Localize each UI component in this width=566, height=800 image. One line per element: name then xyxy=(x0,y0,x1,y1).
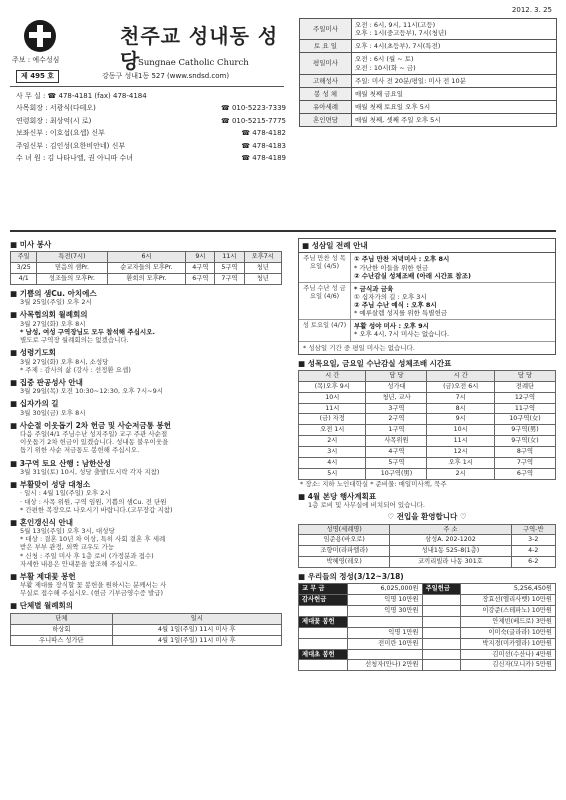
table-cell: 2시 xyxy=(299,436,366,447)
section-line: 돕기 위한 사순 저금통도 봉헌해 주십시오. xyxy=(20,446,140,455)
staff-phone: ☎ 010-5215-7775 xyxy=(221,116,286,125)
table-cell: 제대꽃 봉헌 xyxy=(299,616,348,627)
staff-name: 수 녀 원 : 김 나타나엘, 권 아니따 수녀 xyxy=(16,153,134,162)
section-line: * 남성, 여성 구역장님도 모두 참석해 주십시오. xyxy=(20,327,155,336)
section-line: 자세한 내용은 안내문을 참조해 주십시오. xyxy=(20,559,138,568)
table-cell: 청년, 교사 xyxy=(366,392,427,403)
staff-phone: ☎ 010-5223-7339 xyxy=(221,104,286,113)
staff-phone: ☎ 478-4189 xyxy=(241,153,286,162)
mass-service-table xyxy=(10,251,282,285)
table-cell xyxy=(347,616,422,627)
section-line: * 신청 : 주일 미사 후 1층 로비 (가정분과 접수) xyxy=(20,551,154,560)
table-cell: 10구역(女) xyxy=(494,414,555,425)
table-cell: 감사헌금 xyxy=(299,595,348,606)
triduum-line: * 예루살렘 성지를 위한 특별헌금 xyxy=(354,309,448,318)
table-cell: 박혜영(레오) xyxy=(299,557,390,568)
table-cell: 전미란 10만원 xyxy=(347,638,422,649)
left-column xyxy=(10,236,282,646)
column-header: 시 간 xyxy=(427,371,494,382)
schedule-row xyxy=(300,74,557,87)
table-cell: 우니따스 성가단 xyxy=(11,635,113,646)
table-cell: 5시 xyxy=(299,468,366,479)
column-header: 11시 xyxy=(215,252,244,263)
triduum-detail xyxy=(351,253,555,281)
section-line: 무실로 접수해 주십시오. (현금 기부금영수증 발급) xyxy=(20,589,164,598)
staff-row xyxy=(16,92,286,104)
staff-name: 사목회장 : 서광식(다테오) xyxy=(16,104,96,113)
table-row xyxy=(299,649,556,660)
table-cell: 5,256,450원 xyxy=(461,584,556,595)
schedule-key: 유아세례 xyxy=(300,100,352,113)
church-header xyxy=(10,18,284,226)
section-line: · 일시 : 4월 1일(주일) 오후 2시 xyxy=(20,489,111,498)
table-cell: 11시 xyxy=(427,436,494,447)
table-row xyxy=(299,392,556,403)
table-cell: 4월 1일(주일) 11시 미사 후 xyxy=(112,624,281,635)
section-title: ■ 우리들의 정성(3/12~3/18) xyxy=(298,572,556,581)
schedule-value: 매월 첫째 토요일 오후 5시 xyxy=(352,100,557,113)
staff-row xyxy=(16,129,286,141)
table-row xyxy=(11,263,282,274)
section-title: ■ 4월 본당 행사계획표 xyxy=(298,492,556,501)
column-header: 성명(세례명) xyxy=(299,524,390,535)
table-cell: 4-2 xyxy=(511,546,555,557)
table-cell: 4구역 xyxy=(186,263,215,274)
staff-name: 연령회장 : 최상억(시 로) xyxy=(16,116,92,125)
table-cell: 4구역 xyxy=(366,447,427,458)
table-cell: 이미숙(글라라) 10만원 xyxy=(461,627,556,638)
header-row xyxy=(11,252,282,263)
table-cell: 오후 1시 xyxy=(427,457,494,468)
triduum-line: 부활 성야 미사 : 오후 9시 xyxy=(354,322,429,331)
table-cell xyxy=(347,649,422,660)
section-line: 3월 31일(토) 10시, 성당 출발(도시락 각자 지참) xyxy=(20,467,160,476)
table-cell: 5구역 xyxy=(366,457,427,468)
schedule-row xyxy=(300,19,557,40)
meeting-line: 1층 로비 및 사무실에 비치되어 있습니다. xyxy=(308,501,425,510)
staff-row xyxy=(16,104,286,116)
table-cell: (목)오후 9시 xyxy=(299,381,366,392)
triduum-line: ② 수난감실 성체조배 (아래 시간표 참조) xyxy=(354,271,471,280)
table-cell: 박지경(미카엘라) 10만원 xyxy=(461,638,556,649)
table-row xyxy=(299,660,556,671)
column-header: 주 소 xyxy=(390,524,511,535)
newcomer-table xyxy=(298,524,556,568)
table-cell: 9구역(女) xyxy=(494,436,555,447)
schedule-row xyxy=(300,40,557,53)
table-cell: 코끼리빌라 나동 301호 xyxy=(390,557,511,568)
table-row xyxy=(11,274,282,285)
section-line: 다음 주일(4/1 주님수난 성지주일) 교구 주관 사순절 xyxy=(20,430,168,439)
table-cell xyxy=(422,595,461,606)
table-cell: 성조들의 모후Pr. xyxy=(37,274,107,285)
table-cell: 김신자(모니카) 5만원 xyxy=(461,660,556,671)
triduum-line: * 금식과 금육 xyxy=(354,284,394,293)
schedule-key: 봉 성 체 xyxy=(300,87,352,100)
column-header: 담 당 xyxy=(494,371,555,382)
column-header: 단체 xyxy=(11,613,113,624)
staff-list xyxy=(16,92,286,166)
table-cell: 순교자들의 모후Pr. xyxy=(107,263,186,274)
announcements xyxy=(10,289,282,598)
table-cell: 9시 xyxy=(427,414,494,425)
section-line: 3월 27일(화) 오후 8시, 소성당 xyxy=(20,357,109,366)
table-cell: 1구역 xyxy=(366,425,427,436)
table-cell: 안제빈(베드로) 3만원 xyxy=(461,616,556,627)
table-cell: 6구역 xyxy=(186,274,215,285)
triduum-detail xyxy=(351,320,555,340)
table-cell: 10시 xyxy=(427,425,494,436)
table-row xyxy=(299,414,556,425)
section-title: ■ 부활맞이 성당 대청소 xyxy=(10,480,282,489)
table-cell: 전례단 xyxy=(494,381,555,392)
table-cell: 청년 xyxy=(244,274,282,285)
schedule-value: 오전 : 6시 (월 ~ 토) 오전 : 10시(화 ~ 금) xyxy=(352,53,557,74)
schedule-key: 주일미사 xyxy=(300,19,352,40)
group-meeting-table xyxy=(10,613,282,647)
triduum-line: ① 주님 만찬 저녁미사 : 오후 8시 xyxy=(354,255,450,264)
table-cell: (금) 자정 xyxy=(299,414,366,425)
adoration-table xyxy=(298,370,556,480)
table-cell xyxy=(422,627,461,638)
table-cell: 10시 xyxy=(299,392,366,403)
schedule-key: 평일미사 xyxy=(300,53,352,74)
church-title: 천주교 성내동 성당 xyxy=(120,24,279,73)
column-header: 6시 xyxy=(107,252,186,263)
table-cell: 조향미(라파엘라) xyxy=(299,546,390,557)
staff-name: 보좌신부 : 이호섭(요셉) 신부 xyxy=(16,129,105,138)
column-header: 시 간 xyxy=(299,371,366,382)
table-cell: 믿음의 샘Pr. xyxy=(37,263,107,274)
schedule-value: 오전 : 6시, 9시, 11시(고등) 오후 : 1시(중고등부), 7시(청년) xyxy=(352,19,557,40)
table-cell: 선청자(안나) 2만원 xyxy=(347,660,422,671)
table-row xyxy=(299,436,556,447)
table-cell: 교 무 금 xyxy=(299,584,348,595)
table-cell: 7구역 xyxy=(215,274,244,285)
section-title: ■ 단체별 월례회의 xyxy=(10,601,282,610)
table-row xyxy=(299,616,556,627)
right-column xyxy=(298,236,556,671)
table-row xyxy=(299,403,556,414)
table-cell: 김미선(수산나) 4만원 xyxy=(461,649,556,660)
table-cell: 삼성A. 202-1202 xyxy=(390,535,511,546)
table-cell: 6구역 xyxy=(494,468,555,479)
table-cell: 3-2 xyxy=(511,535,555,546)
table-cell: 익명 1만원 xyxy=(347,627,422,638)
schedule-key: 토 요 일 xyxy=(300,40,352,53)
staff-phone: ☎ 478-4183 xyxy=(241,141,286,150)
section-line: 별도로 구역장 월례회의는 없겠습니다. xyxy=(20,336,129,345)
schedule-key: 고해성사 xyxy=(300,74,352,87)
section-line: * 주제 : 감사의 삶 (강사 : 선정환 요셉) xyxy=(20,365,131,374)
offering-table xyxy=(298,583,556,671)
table-cell: 7구역 xyxy=(494,457,555,468)
table-cell xyxy=(299,638,348,649)
table-cell: 청년 xyxy=(244,263,282,274)
section-title: ■ 성목요일, 금요일 수난감실 성체조배 시간표 xyxy=(298,359,556,368)
table-row xyxy=(299,447,556,458)
table-cell: 2구역 xyxy=(366,414,427,425)
table-cell: 6-2 xyxy=(511,557,555,568)
table-cell: 오전 1시 xyxy=(299,425,366,436)
column-header: 9시 xyxy=(186,252,215,263)
table-cell: 익명 30만원 xyxy=(347,606,422,617)
table-cell: 장효선(엘리사벳) 10만원 xyxy=(461,595,556,606)
section-title: ■ 사순절 이웃돕기 2차 헌금 및 사순저금통 봉헌 xyxy=(10,421,282,430)
section-title: ■ 기쁨의 샘Cu. 아치에스 xyxy=(10,289,282,298)
table-row xyxy=(299,557,556,568)
table-cell: 익명 10만원 xyxy=(347,595,422,606)
table-cell: 4시 xyxy=(299,457,366,468)
section-line: 3월 30일(금) 오후 8시 xyxy=(20,408,86,417)
table-cell: 8시 xyxy=(427,403,494,414)
divider xyxy=(10,86,284,87)
table-cell xyxy=(299,606,348,617)
table-row xyxy=(299,638,556,649)
triduum-day: 주님 수난 성 금요일 (4/6) xyxy=(299,283,351,320)
table-cell: 성내1동 525-8(1층) xyxy=(390,546,511,557)
staff-row xyxy=(16,117,286,129)
table-row xyxy=(299,457,556,468)
table-cell: 12구역 xyxy=(494,392,555,403)
table-cell: 7시 xyxy=(427,392,494,403)
table-cell xyxy=(422,616,461,627)
section-title: ■ 사목협의회 월례회의 xyxy=(10,310,282,319)
triduum-row xyxy=(299,283,555,321)
section-title: ■ 집중 판공성사 안내 xyxy=(10,378,282,387)
table-row xyxy=(299,606,556,617)
schedule-value: 주일: 미사 전 20분/평일: 미사 전 10분 xyxy=(352,74,557,87)
table-cell: 11구역 xyxy=(494,403,555,414)
table-row xyxy=(11,635,282,646)
section-title: ■ 혼인갱신식 안내 xyxy=(10,518,282,527)
table-row xyxy=(299,595,556,606)
triduum-day: 주님 만찬 성 목요일 (4/5) xyxy=(299,253,351,281)
table-row xyxy=(299,546,556,557)
table-cell: (금)오전 6시 xyxy=(427,381,494,392)
header-row xyxy=(299,371,556,382)
triduum-row xyxy=(299,320,555,340)
column-header: 일시 xyxy=(112,613,281,624)
table-cell: 하상회 xyxy=(11,624,113,635)
section-line: 3월 25일(주일) 오후 2시 xyxy=(20,298,92,307)
triduum-line: ② 주님 수난 예식 : 오후 8시 xyxy=(354,301,437,309)
schedule-row xyxy=(300,114,557,127)
table-cell xyxy=(422,638,461,649)
section-title: ■ 부활 제대꽃 봉헌 xyxy=(10,572,282,581)
table-cell: 6,025,000원 xyxy=(347,584,422,595)
table-cell: 3구역 xyxy=(366,403,427,414)
schedule-key: 혼인면담 xyxy=(300,114,352,127)
section-line: 받은 부부 관정, 외짝 교우도 가능 xyxy=(20,543,115,552)
table-cell: 성가대 xyxy=(366,381,427,392)
triduum-line: * 가난한 이들을 위한 헌금 xyxy=(354,263,429,272)
section-line: * 간편한 복장으로 나오시기 바랍니다.(고무장갑 지참) xyxy=(20,505,173,514)
column-header: 주일 xyxy=(11,252,37,263)
staff-name: 사 무 실 : ☎ 478-4181 (fax) 478-4184 xyxy=(16,92,147,100)
table-row xyxy=(299,468,556,479)
table-cell: 5구역 xyxy=(215,263,244,274)
section-line: 5월 13일(주일) 오후 3시, 대성당 xyxy=(20,527,115,536)
section-title: ■ 3구역 토요 산행 : 남한산성 xyxy=(10,459,282,468)
table-row xyxy=(299,535,556,546)
column-header: 담 당 xyxy=(366,371,427,382)
triduum-day: 성 토요일 (4/7) xyxy=(299,320,351,340)
table-row xyxy=(11,624,282,635)
section-line: 부활 제대를 장식할 꽃 봉헌을 원하시는 분께서는 사 xyxy=(20,581,167,590)
table-cell: 10구역(男) xyxy=(366,468,427,479)
section-title: ■ 성삼일 전례 안내 xyxy=(299,239,555,253)
table-cell: 8구역 xyxy=(494,447,555,458)
table-cell: 4월 1일(주일) 11시 미사 후 xyxy=(112,635,281,646)
staff-row xyxy=(16,154,286,166)
triduum-line: * 오후 4시, 7시 미사는 없습니다. xyxy=(354,330,450,339)
church-address: 강동구 성내1동 527 (www.sndsd.com) xyxy=(102,72,230,80)
section-line: 이웃돕기 2차 헌금이 있겠습니다. 성내동 불우이웃을 xyxy=(20,438,169,447)
table-cell: 제대초 봉헌 xyxy=(299,649,348,660)
table-cell: 2시 xyxy=(427,468,494,479)
mass-schedule-table xyxy=(299,18,557,127)
section-line: 3월 27일(화) 오후 8시 xyxy=(20,319,86,328)
table-cell xyxy=(422,606,461,617)
section-line: · 대상 : 사목 위원, 구역 임원, 기쁨의 샘Cu. 전 단원 xyxy=(20,497,167,506)
table-row xyxy=(299,425,556,436)
schedule-value: 매월 첫째, 셋째 주일 오후 5시 xyxy=(352,114,557,127)
table-cell: 11시 xyxy=(299,403,366,414)
triduum-box xyxy=(298,238,556,355)
section-title: ■ 십자가의 길 xyxy=(10,399,282,408)
jubo-name: 주보 : 예수성심 xyxy=(12,56,60,64)
table-cell xyxy=(299,660,348,671)
issue-number: 제 495 호 xyxy=(16,70,59,83)
header-row xyxy=(299,524,556,535)
table-cell xyxy=(422,660,461,671)
table-cell: 이강준(스테파노) 10만원 xyxy=(461,606,556,617)
table-cell xyxy=(299,627,348,638)
church-title-english: Sungnae Catholic Church xyxy=(138,58,249,68)
table-cell: 임준용(바오로) xyxy=(299,535,390,546)
section-title: ■ 성령기도회 xyxy=(10,348,282,357)
section-title: ■ 미사 봉사 xyxy=(10,240,282,249)
table-cell: 사목위원 xyxy=(366,436,427,447)
section-line: 3월 29일(목) 오전 10:30~12:30, 오후 7시~9시 xyxy=(20,387,164,396)
triduum-line: ① 십자가의 길 : 오후 3시 xyxy=(354,292,427,301)
table-cell: 12시 xyxy=(427,447,494,458)
schedule-row xyxy=(300,87,557,100)
column-header: 구역-반 xyxy=(511,524,555,535)
table-cell: 9구역(男) xyxy=(494,425,555,436)
note: * 장소: 지하 노인대학실 * 준비물: 매일미사책, 묵주 xyxy=(300,479,447,488)
table-cell: 3/25 xyxy=(11,263,37,274)
schedule-value: 매월 첫째 금요일 xyxy=(352,87,557,100)
church-logo-icon xyxy=(24,20,56,52)
table-cell: 4/1 xyxy=(11,274,37,285)
column-header: 특전(7시) xyxy=(37,252,107,263)
table-row xyxy=(299,627,556,638)
note: * 성삼일 기간 중 평일 미사는 없습니다. xyxy=(299,341,555,354)
section-line: * 대상 : 결혼 10년 차 이상, 특히 사회 결혼 후 세례 xyxy=(20,535,166,544)
table-row xyxy=(299,381,556,392)
triduum-detail xyxy=(351,283,555,320)
date: 2012. 3. 25 xyxy=(511,6,552,14)
table-cell xyxy=(422,649,461,660)
staff-phone: ☎ 478-4182 xyxy=(241,129,286,138)
schedule-row xyxy=(300,100,557,113)
triduum-row xyxy=(299,253,555,282)
table-cell: 환희의 모후Pr. xyxy=(107,274,186,285)
schedule-row xyxy=(300,53,557,74)
divider xyxy=(10,230,556,232)
header-row xyxy=(11,613,282,624)
schedule-value: 오후 : 4시(초등부), 7시(특전) xyxy=(352,40,557,53)
welcome-title: ♡ 전입을 환영합니다 ♡ xyxy=(387,512,467,522)
table-cell: 주일헌금 xyxy=(422,584,461,595)
staff-name: 주임신부 : 김인성(요한비안네) 신부 xyxy=(16,141,126,150)
table-cell: 3시 xyxy=(299,447,366,458)
staff-row xyxy=(16,142,286,154)
column-header: 오후7시 xyxy=(244,252,282,263)
table-row xyxy=(299,584,556,595)
